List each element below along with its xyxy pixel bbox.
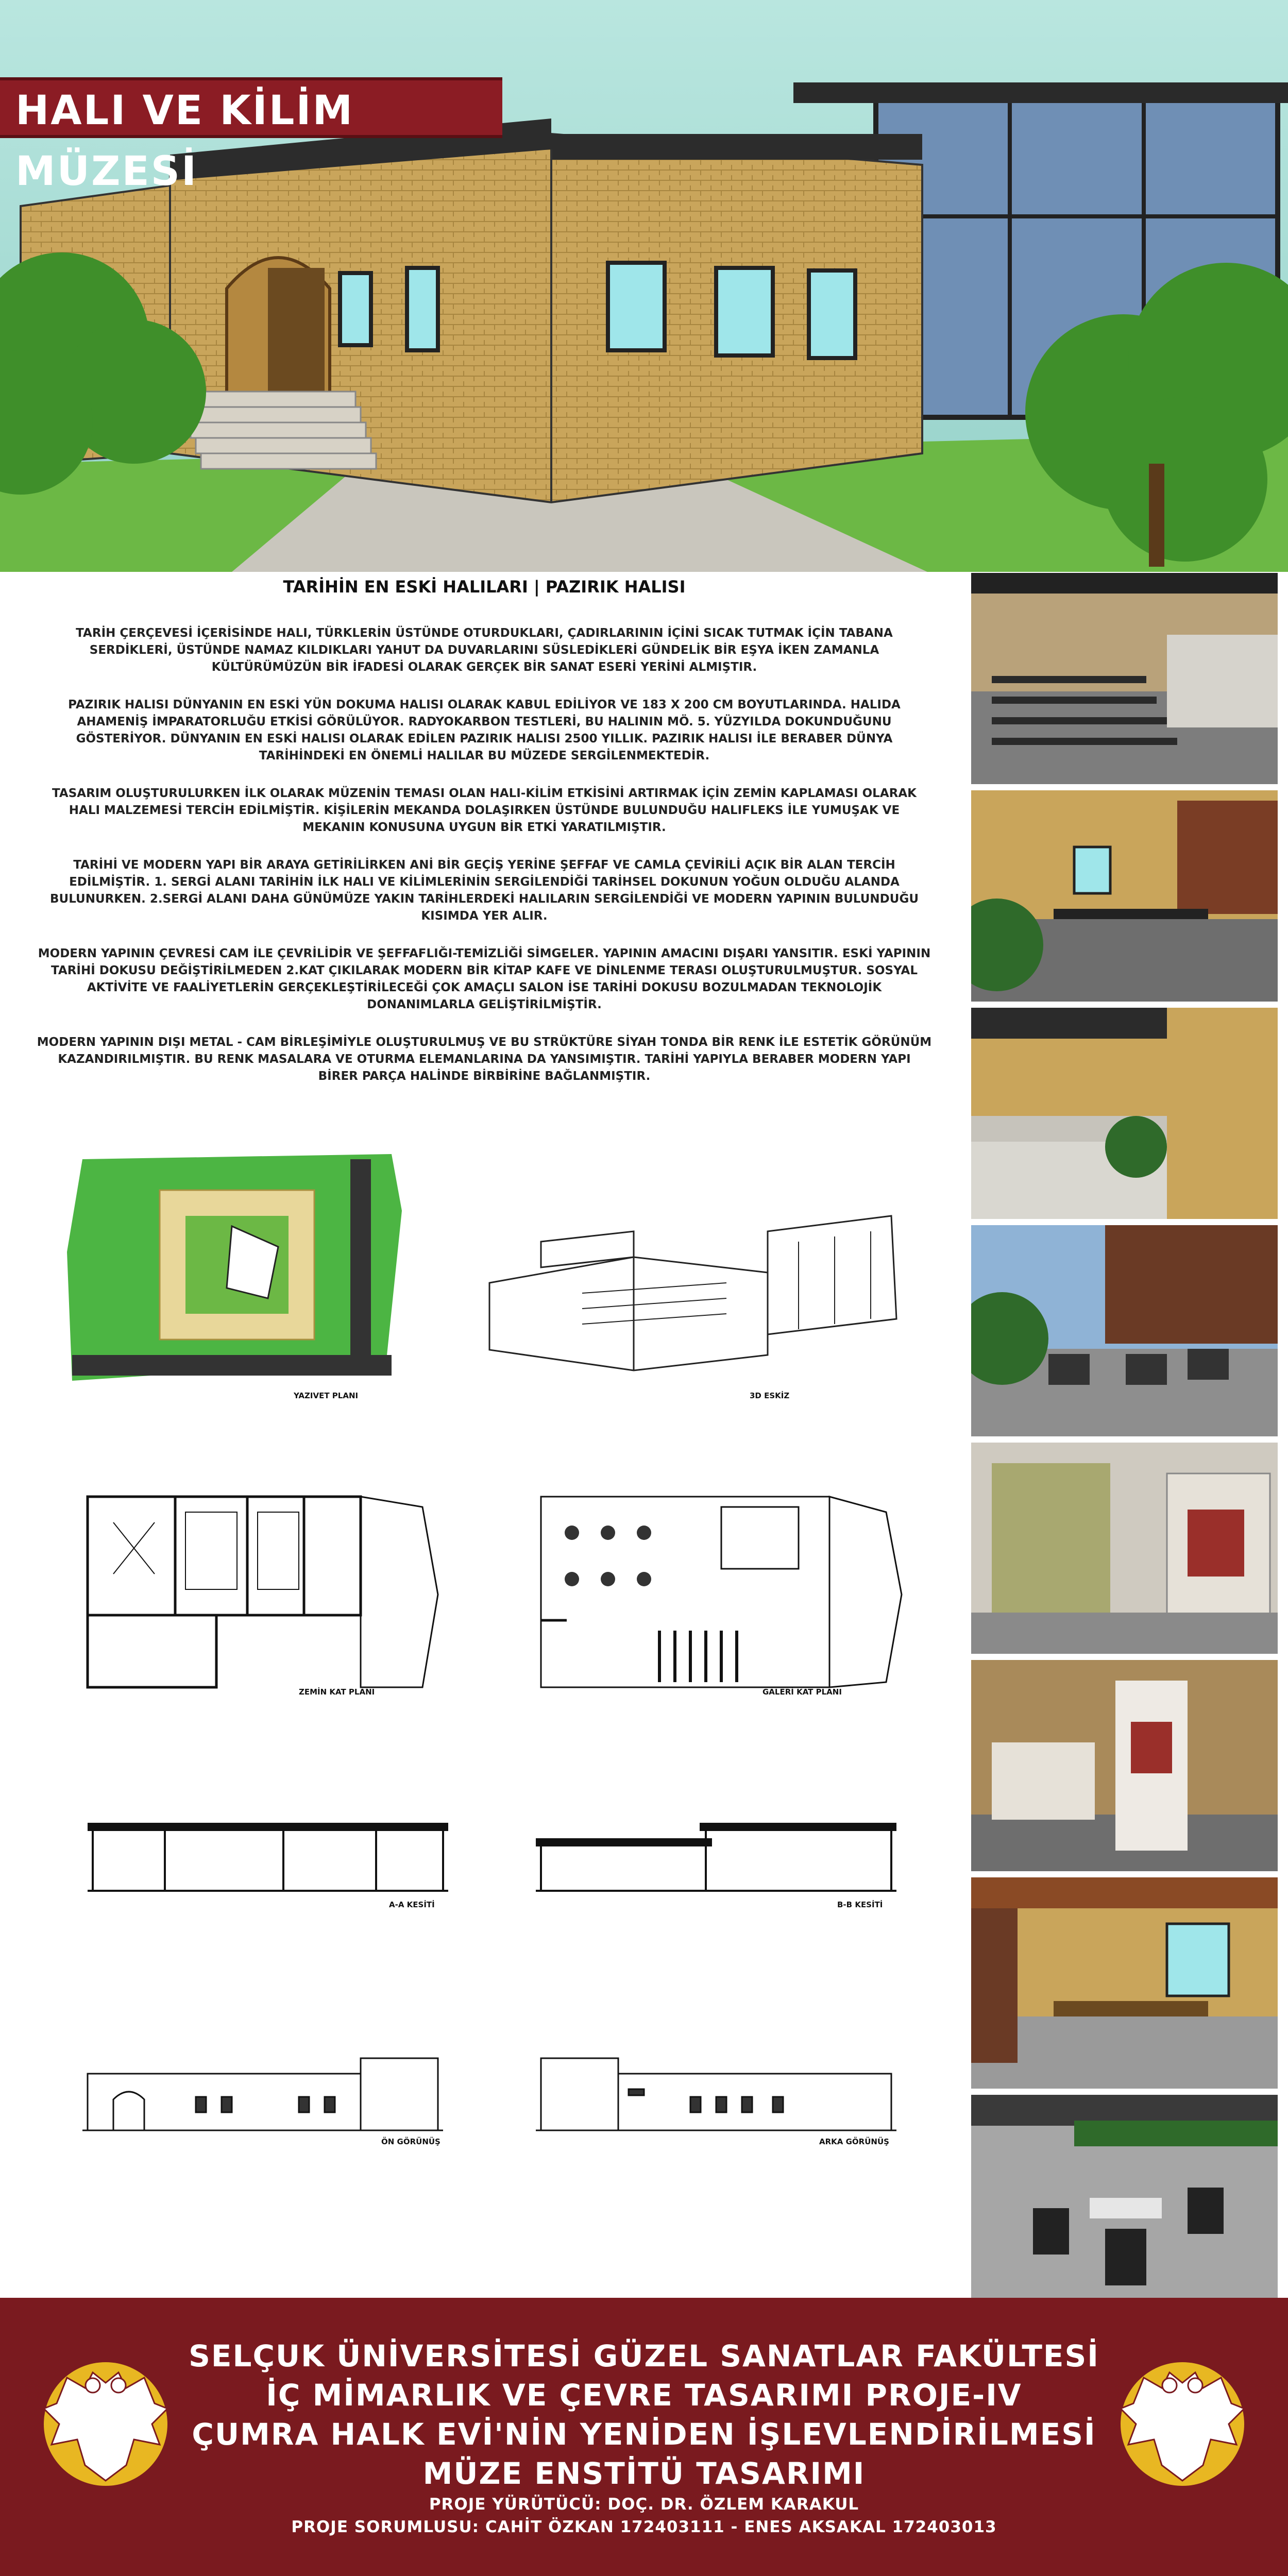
render-corridor: [971, 1008, 1278, 1219]
project-title: ÇUMRA HALK EVİ'NİN YENİDEN İŞLEVLENDİRİLMESİ: [192, 2417, 1096, 2452]
ground-floor-plan-drawing: [82, 1492, 443, 1698]
back-elevation-drawing: [536, 2053, 896, 2136]
project-subtitle: MÜZE ENSTİTÜ TASARIMI: [422, 2456, 866, 2491]
section-heading: TARİHİN EN ESKİ HALILARI | PAZIRIK HALISI: [283, 577, 686, 597]
paragraph: PAZIRIK HALISI DÜNYANIN EN ESKİ YÜN DOKUMA HALISI OLARAK KABUL EDİLİYOR VE 183 X 200 CM BOYUTLARINDA. HALIDA AHAMENİŞ İMPARATORLUĞU ETKİSİ GÖRÜLÜYOR. RADYOKARBON TESTLERİ, BU HALININ MÖ. 5. YÜZYILDA DOKUNDUĞUNU GÖSTERİYOR. DÜNYANIN EN ESKİ HALISI OLARAK EDİLEN PAZIRIK HALISI 2500 YILLIK. PAZIRIK HALISI İLE BERABER DÜNYA TARİHİNDEKİ EN ÖNEMLİ HALILAR BU MÜZEDE SERGİLENMEKTEDİR.: [68, 698, 901, 762]
hero-render: [0, 0, 1288, 572]
front-elevation-drawing: [82, 2053, 443, 2136]
poster-title: HALI VE KİLİM MÜZESİ: [0, 77, 502, 138]
project-supervisor: PROJE YÜRÜTÜCÜ: DOÇ. DR. ÖZLEM KARAKUL: [429, 2495, 859, 2514]
double-headed-eagle-icon: [1113, 2347, 1252, 2501]
university-seal-left: [36, 2347, 175, 2501]
paragraph: TARİH ÇERÇEVESİ İÇERİSİNDE HALI, TÜRKLERİN ÜSTÜNDE OTURDUKLARI, ÇADIRLARININ İÇİNİ SICAK TUTMAK İÇİN TABANA SERDİKLERİ, ÜSTÜNDE NAMAZ KILDIKLARI YAHUT DA DUVARLARINI SÜSLEDİKLERİ GÜNDELİK BİR EŞYA İKEN ZAMANLA KÜLTÜRÜMÜZÜN BİR İFADESİ OLARAK GERÇEK BİR SANAT ESERİ YERİNİ ALMIŞTIR.: [76, 626, 893, 674]
site-plan-caption: YAZIVET PLANI: [294, 1391, 359, 1400]
project-team: PROJE SORUMLUSU: CAHİT ÖZKAN 172403111 - ENES AKSAKAL 172403013: [291, 2518, 997, 2536]
render-library: [971, 790, 1278, 1002]
paragraph: MODERN YAPININ DIŞI METAL - CAM BİRLEŞİMİYLE OLUŞTURULMUŞ VE BU STRÜKTÜRE SİYAH TONDA BİR RENK İLE ESTETİK GÖRÜNÜM KAZANDIRILMIŞTIR. BU RENK MASALARA VE OTURMA ELEMANLARINA DA YANSIMIŞTIR. TARİHİ YAPIYLA BERABER MODERN YAPI BİRER PARÇA HALİNDE BİRBİRİNE BAĞLANMIŞTIR.: [37, 1036, 932, 1083]
render-auditorium: [971, 573, 1278, 784]
gallery-floor-plan-caption: GALERİ KAT PLANI: [762, 1687, 842, 1697]
render-office: [971, 1877, 1278, 2089]
site-plan-drawing: [62, 1149, 422, 1391]
section-a-drawing: [88, 1808, 448, 1896]
section-b-drawing: [536, 1808, 896, 1896]
front-elevation-caption: ÖN GÖRÜNÜŞ: [381, 2137, 440, 2146]
render-terrace: [971, 2095, 1278, 2306]
paragraph: TASARIM OLUŞTURULURKEN İLK OLARAK MÜZENİN TEMASI OLAN HALI-KİLİM ETKİSİNİ ARTIRMAK İÇİN ZEMİN KAPLAMASI OLARAK HALI MALZEMESİ TERCİH EDİLMİŞTİR. KİŞİLERİN MEKANDA DOLAŞIRKEN ÜSTÜNDE BULUNDUĞU HALIFLEKS İLE YUMUŞAK VE MEKANIN KONUSUNA UYGUN BİR ETKİ YARATILMIŞTIR.: [52, 787, 917, 834]
paragraph: MODERN YAPININ ÇEVRESİ CAM İLE ÇEVRİLİDİR VE ŞEFFAFLIĞI-TEMİZLİĞİ SİMGELER. YAPININ AMACINI DIŞARI YANSITIR. ESKİ YAPININ TARİHİ DOKUSU DEĞİŞTİRİLMEDEN 2.KAT ÇIKILARAK MODERN BİR KİTAP KAFE VE DİNLENME TERASI OLUŞTURULMUŞTUR. SOSYAL AKTİVİTE VE FAALİYETLERİN GERÇEKLEŞTİRİLECEĞİ ÇOK AMAÇLI SALON İSE TARİHİ DOKUSU BOZULMADAN TEKNOLOJİK DONANIMLARLA GELİŞTİRİLMİŞTİR.: [38, 947, 931, 1011]
footer-banner: [0, 2298, 1288, 2576]
gallery-floor-plan-drawing: [536, 1492, 907, 1698]
render-exhibit-hall-1: [971, 1443, 1278, 1654]
back-elevation-caption: ARKA GÖRÜNÜŞ: [819, 2137, 889, 2146]
paragraph: TARİHİ VE MODERN YAPI BİR ARAYA GETİRİLİRKEN ANİ BİR GEÇİŞ YERİNE ŞEFFAF VE CAMLA ÇEVİRİLİ AÇIK BİR ALAN TERCİH EDİLMİŞTİR. 1. SERGİ ALANI TARİHİN İLK HALI VE KİLİMLERİNİN SERGİLENDİĞİ TARİHSEL DOKUNUN YOĞUN OLDUĞU ALANDA BULUNURKEN. 2.SERGİ ALANI DAHA GÜNÜMÜZE YAKIN TARİHLERDEKİ HALILARIN SERGİLENDİĞİ VE MODERN YAPININ BULUNDUĞU KISIMDA YER ALIR.: [49, 858, 919, 923]
double-headed-eagle-icon: [36, 2347, 175, 2501]
sketch-drawing: [479, 1200, 907, 1376]
department-name: İÇ MİMARLIK VE ÇEVRE TASARIMI PROJE-IV: [266, 2378, 1022, 2413]
section-b-caption: B-B KESİTİ: [837, 1900, 883, 1909]
section-a-caption: A-A KESİTİ: [389, 1900, 435, 1909]
faculty-name: SELÇUK ÜNİVERSİTESİ GÜZEL SANATLAR FAKÜLTESİ: [189, 2338, 1099, 2374]
university-seal-right: [1113, 2347, 1252, 2501]
interior-renders: [971, 573, 1278, 2312]
sketch-caption: 3D ESKİZ: [750, 1391, 790, 1400]
footer-text: [170, 2336, 1118, 2538]
render-exhibit-hall-2: [971, 1660, 1278, 1871]
render-book-cafe: [971, 1225, 1278, 1436]
description-column: [36, 577, 933, 1106]
ground-floor-plan-caption: ZEMİN KAT PLANI: [299, 1687, 375, 1697]
